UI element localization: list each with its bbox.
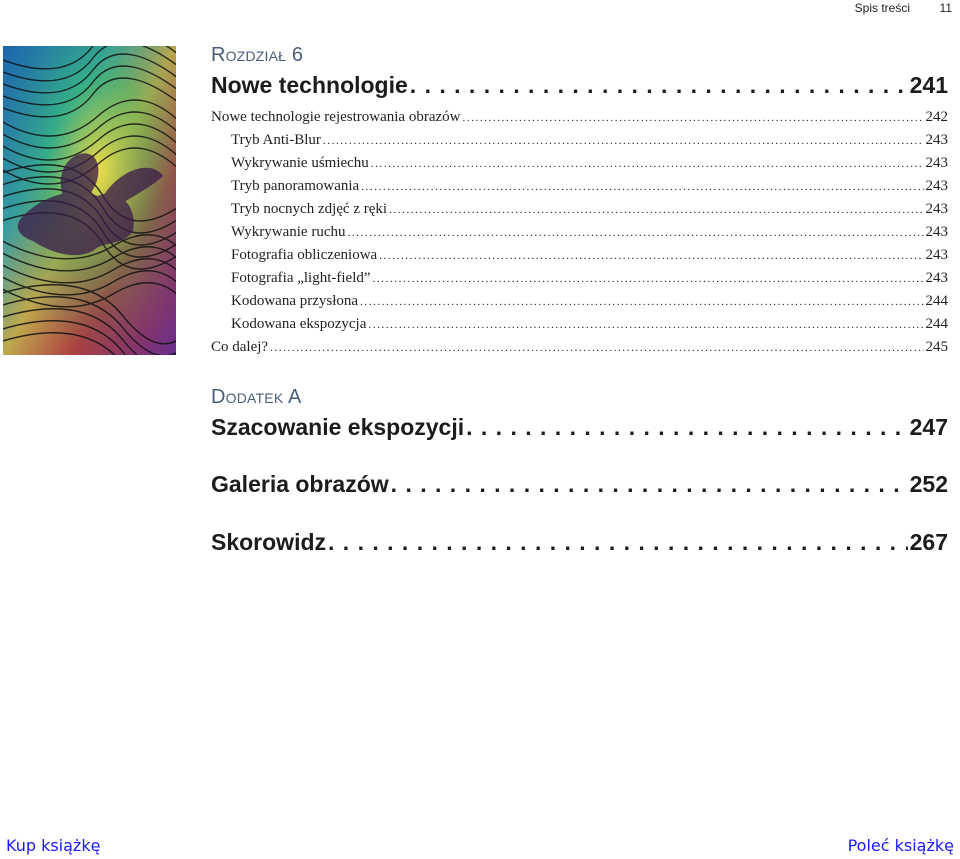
toc-entry-title: Wykrywanie uśmiechu [231, 155, 369, 171]
page-header [0, 0, 960, 18]
toc-entry-page: 244 [925, 316, 948, 332]
toc-entry-title: Co dalej? [211, 339, 269, 355]
appendix-title: Szacowanie ekspozycji [211, 414, 465, 440]
gallery-page-number: 252 [909, 471, 948, 497]
dot-leader [360, 290, 923, 314]
toc-entry[interactable] [211, 129, 948, 152]
toc-entry-title: Nowe technologie rejestrowania obrazów [211, 109, 461, 125]
dot-leader [368, 313, 923, 337]
toc-entry[interactable] [211, 221, 948, 244]
dot-leader [371, 152, 924, 176]
dot-leader [373, 267, 924, 291]
toc-entry-title: Kodowana ekspozycja [231, 316, 367, 332]
chapter-title-row[interactable] [211, 72, 948, 102]
toc-entry-page: 243 [925, 270, 948, 286]
toc-entry-title: Fotografia „light-field” [231, 270, 371, 286]
dot-leader [361, 175, 923, 199]
toc-entry-page: 243 [925, 155, 948, 171]
toc-entry[interactable] [211, 313, 948, 336]
toc-entry[interactable] [211, 106, 948, 129]
recommend-book-link[interactable]: Poleć książkę [847, 836, 954, 855]
toc-entry[interactable] [211, 244, 948, 267]
dot-leader [270, 336, 923, 360]
toc-entry[interactable] [211, 198, 948, 221]
dot-leader [379, 244, 923, 268]
toc-entry[interactable] [211, 175, 948, 198]
toc-entry-page: 244 [925, 293, 948, 309]
appendix-title-row[interactable] [211, 414, 948, 444]
chapter-label: Rozdział 6 [211, 44, 304, 66]
appendix-page-number: 247 [909, 414, 948, 440]
index-page-number: 267 [909, 529, 948, 555]
toc-entry-title: Tryb panoramowania [231, 178, 360, 194]
dot-leader [391, 471, 908, 498]
toc-entry-page: 245 [925, 339, 948, 355]
toc-entry-title: Kodowana przysłona [231, 293, 359, 309]
toc-entry-page: 243 [925, 132, 948, 148]
index-title: Skorowidz [211, 529, 327, 555]
buy-book-link[interactable]: Kup książkę [6, 836, 101, 855]
toc-entry-page: 243 [925, 247, 948, 263]
toc-entry-title: Wykrywanie ruchu [231, 224, 346, 240]
toc-entry-title: Fotografia obliczeniowa [231, 247, 378, 263]
running-head: Spis treści [854, 1, 910, 15]
appendix-label: Dodatek A [211, 386, 302, 408]
dot-leader [323, 129, 924, 153]
gallery-title-row[interactable] [211, 471, 948, 501]
toc-entry[interactable] [211, 290, 948, 313]
page-number: 11 [939, 1, 952, 15]
dot-leader [347, 221, 923, 245]
toc-entry[interactable] [211, 267, 948, 290]
index-title-row[interactable] [211, 529, 948, 559]
dot-leader [389, 198, 923, 222]
dot-leader [466, 414, 908, 441]
toc-entry-page: 243 [925, 201, 948, 217]
toc-entries [211, 106, 948, 359]
toc-entry-title: Tryb nocnych zdjęć z ręki [231, 201, 388, 217]
toc-entry-page: 242 [925, 109, 948, 125]
dot-leader [328, 529, 908, 556]
toc-entry[interactable] [211, 152, 948, 175]
chapter-page-number: 241 [909, 72, 948, 98]
dot-leader [463, 106, 924, 130]
toc-entry[interactable] [211, 336, 948, 359]
toc-entry-title: Tryb Anti-Blur [231, 132, 321, 148]
gallery-title: Galeria obrazów [211, 471, 389, 497]
book-cover-image [3, 46, 176, 355]
toc-entry-page: 243 [925, 178, 948, 194]
cover-artwork [3, 46, 176, 355]
dot-leader [410, 72, 908, 99]
toc-entry-page: 243 [925, 224, 948, 240]
chapter-title: Nowe technologie [211, 72, 408, 98]
